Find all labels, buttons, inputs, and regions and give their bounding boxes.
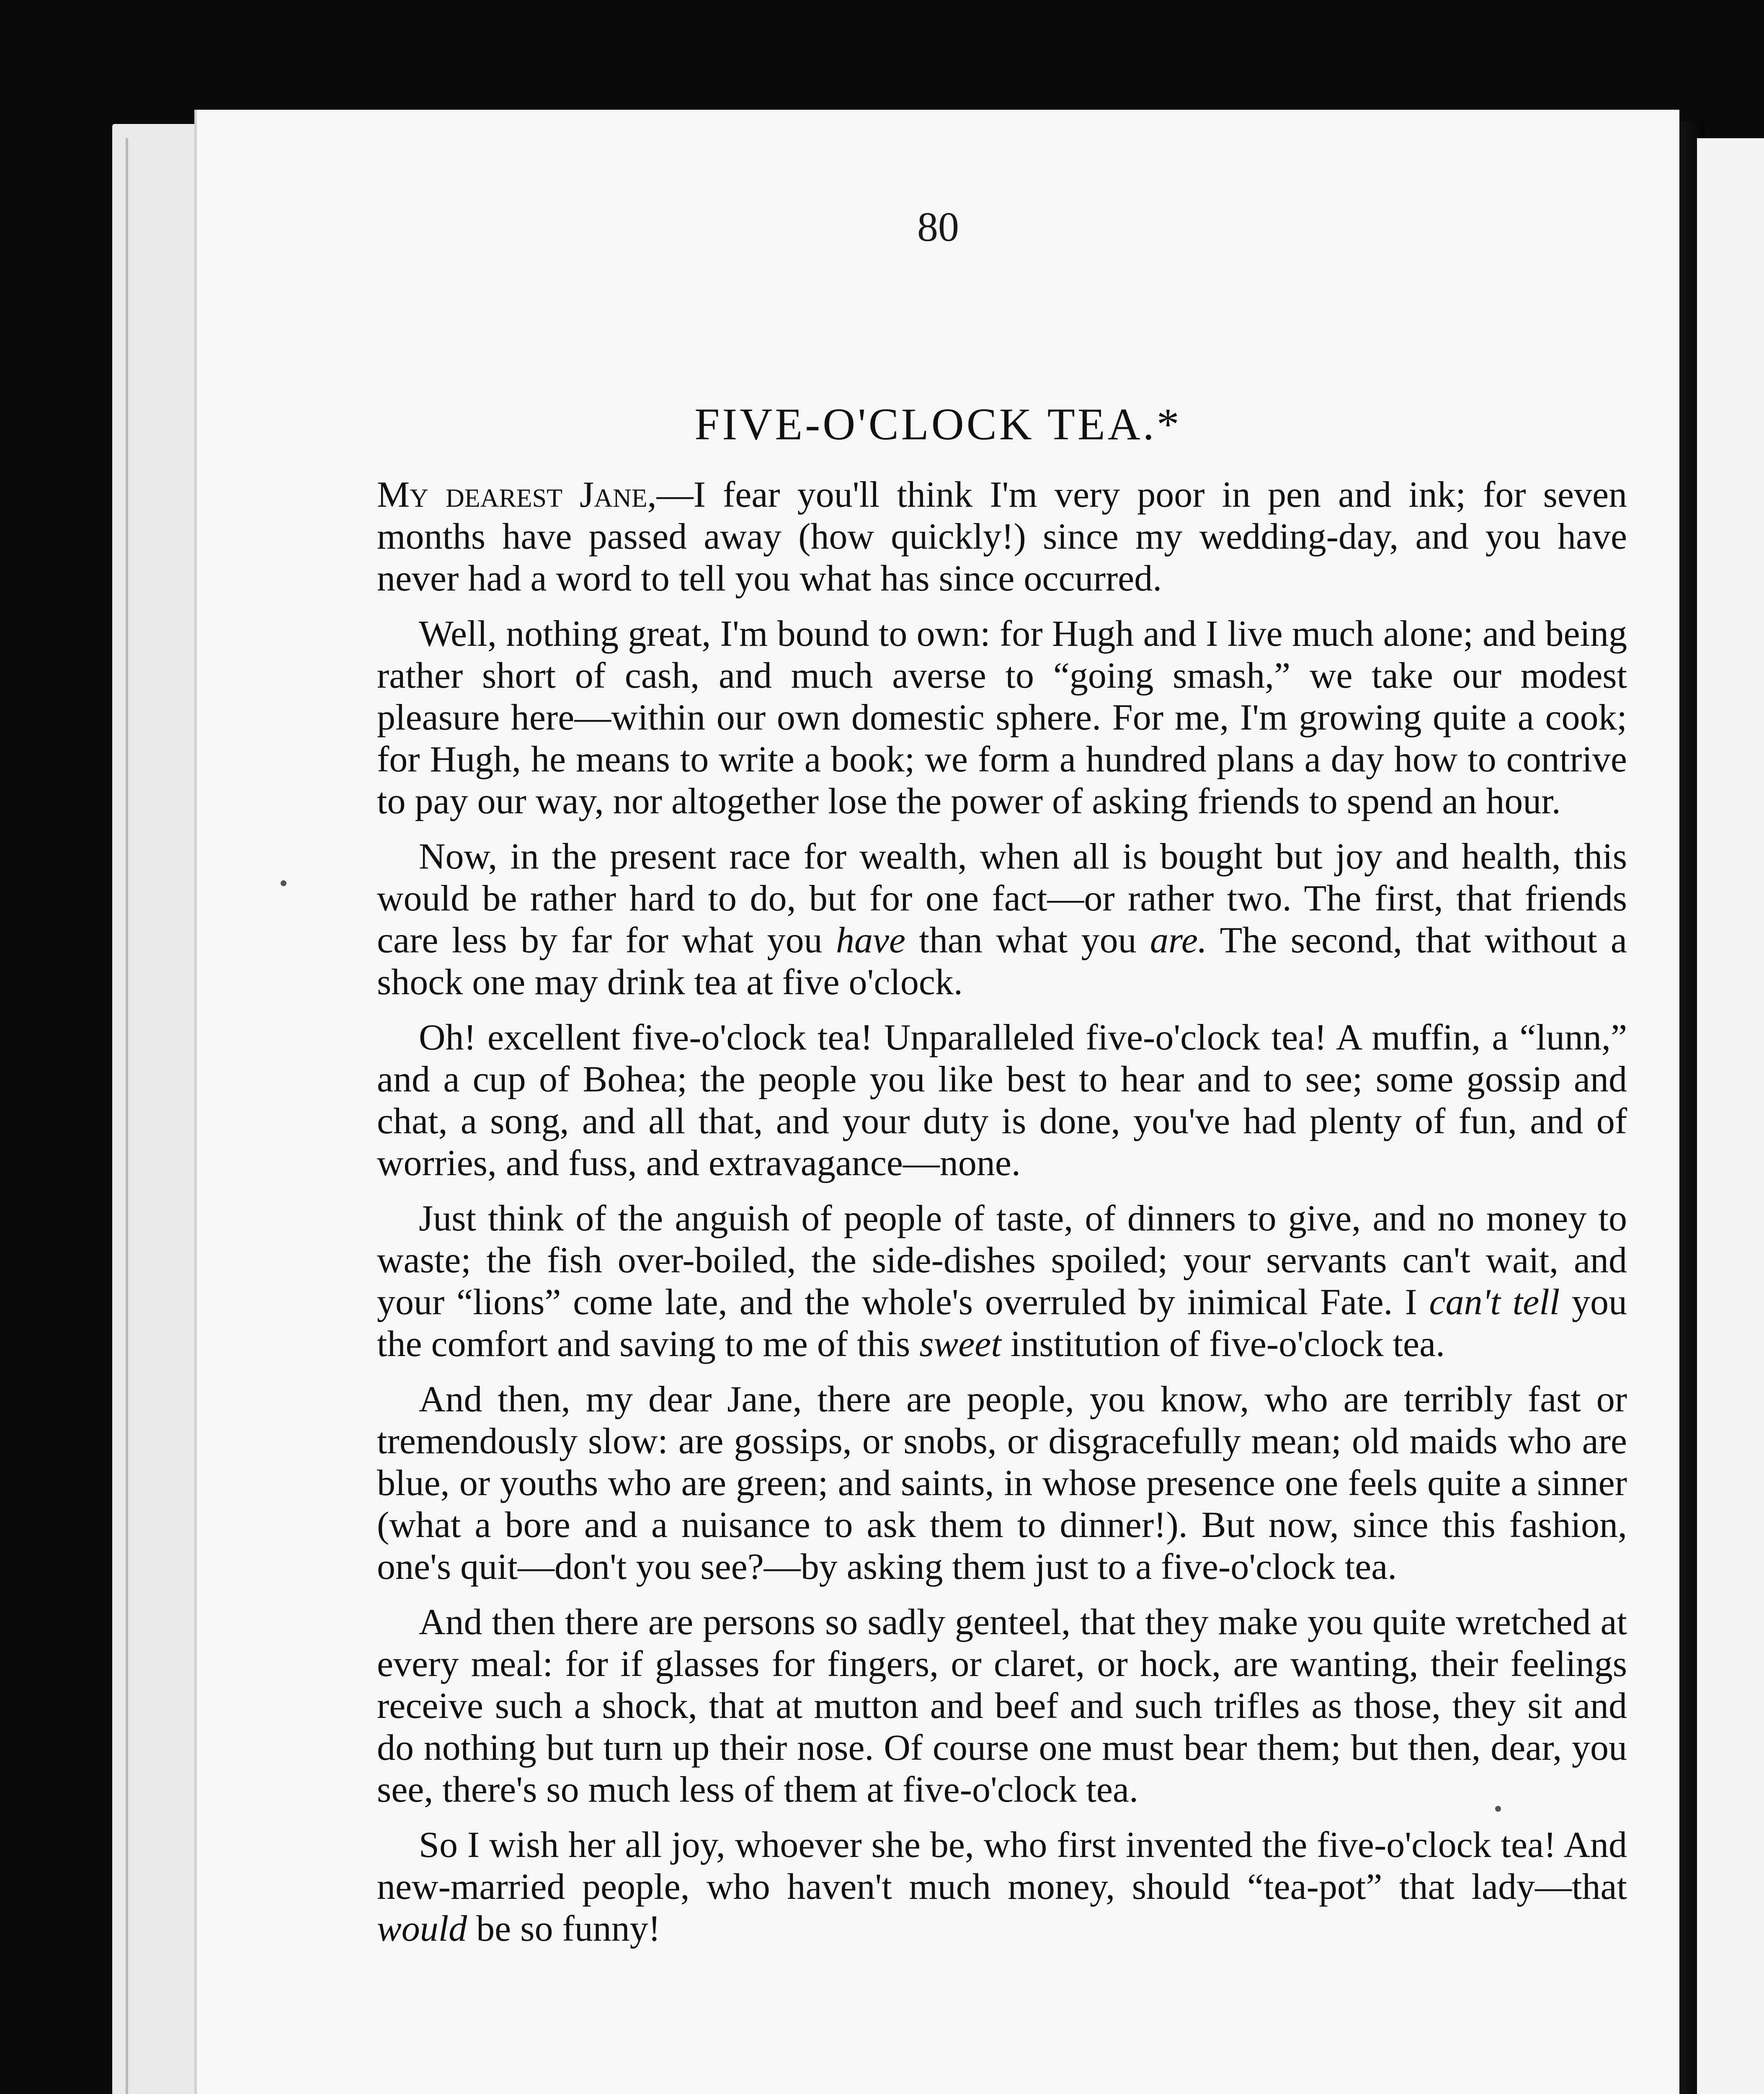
paper-speck	[1495, 1806, 1501, 1812]
paragraph-5: Just think of the anguish of people of taste, of dinners to give, and no money to waste; the fish over-boiled, the side-dishes spoiled; your servants can't wait, and your “lions” come late, and the whole's overruled by inimical Fate. I can't tell you the comfort and saving to me of this sweet institution of five-o'clock tea.	[377, 1198, 1627, 1364]
essay-title: FIVE-O'CLOCK TEA.*	[694, 400, 1182, 449]
paragraph-8: So I wish her all joy, whoever she be, who first invented the five-o'clock tea! And new-married people, who haven't much money, should “tea-pot” that lady—that would be so funny!	[377, 1825, 1627, 1949]
paper-speck	[281, 880, 286, 886]
paragraph-4: Oh! excellent five-o'clock tea! Unparalleled five-o'clock tea! A muffin, a “lunn,” and a cup of Bohea; the people you like best to hear and to see; some gossip and chat, a song, and all that, and your duty is done, you've had plenty of fun, and of worries, and fuss, and extravagance—none.	[377, 1017, 1627, 1184]
facing-page-edge	[1697, 138, 1764, 2094]
paragraph-7: And then there are persons so sadly genteel, that they make you quite wretched at every meal: for if glasses for fingers, or claret, or hock, are wanting, their feelings receive such a shock, that at mutton and beef and such trifles as those, they sit and do nothing but turn up their nose. Of course one must bear them; but then, dear, you see, there's so much less of them at five-o'clock tea.	[377, 1602, 1627, 1810]
paragraph-3: Now, in the present race for wealth, when all is bought but joy and health, this would be rather hard to do, but for one fact—or rather two. The first, that friends care less by far for what you have than what you are. The second, that without a shock one may drink tea at five o'clock.	[377, 836, 1627, 1003]
paragraph-1-text: —I fear you'll think I'm very poor in pen and ink; for seven months have passed away (how quickly!) since my wedding-day, and you have never had a word to tell you what has since occurred.	[377, 475, 1627, 599]
salutation: My dearest Jane,	[377, 475, 657, 515]
paragraph-1	[377, 474, 1627, 600]
paragraph-6: And then, my dear Jane, there are people, you know, who are terribly fast or tremendously slow: are gossips, or snobs, or disgracefully mean; old maids who are blue, or youths who are green; and saints, in whose presence one feels quite a sinner (what a bore and a nuisance to ask them to dinner!). But now, since this fashion, one's quit—don't you see?—by asking them just to a five-o'clock tea.	[377, 1379, 1627, 1587]
paragraph-2: Well, nothing great, I'm bound to own: for Hugh and I live much alone; and being rather short of cash, and much averse to “going smash,” we take our modest pleasure here—within our own domestic sphere. For me, I'm growing quite a cook; for Hugh, he means to write a book; we form a hundred plans a day how to contrive to pay our way, nor altogether lose the power of asking friends to spend an hour.	[377, 614, 1627, 822]
book-page	[197, 110, 1679, 2094]
essay-body	[377, 474, 1627, 1963]
page-number: 80	[917, 204, 959, 250]
page-gutter-edge	[126, 138, 128, 2094]
